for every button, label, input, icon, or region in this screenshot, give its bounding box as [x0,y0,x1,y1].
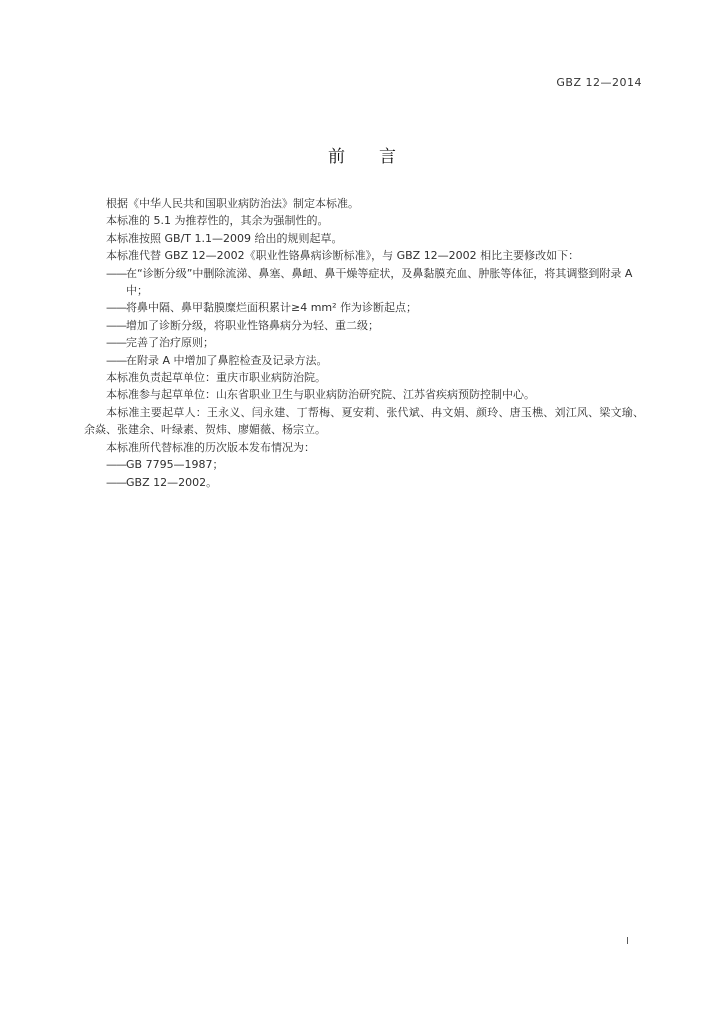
change-text: 在附录 A 中增加了鼻腔检查及记录方法。 [126,353,328,367]
standard-code: GBZ 12—2014 [556,76,642,89]
dash-mark: —— [106,266,126,280]
paragraph-drafting-rules: 本标准按照 GB/T 1.1—2009 给出的规则起草。 [106,231,343,245]
dash-mark: —— [106,475,126,489]
paragraph-version-history: 本标准所代替标准的历次版本发布情况为： [106,440,315,454]
paragraph-lead-drafter: 本标准负责起草单位：重庆市职业病防治院。 [106,371,326,385]
dash-mark: —— [106,318,126,332]
history-item [84,474,644,491]
history-item [84,456,644,473]
paragraph-replacement: 本标准代替 GBZ 12—2002《职业性铬鼻病诊断标准》，与 GBZ 12—2002 相比主要修改如下： [106,249,580,263]
history-text: GB 7795—1987； [126,458,224,472]
paragraph-mandatory-scope: 本标准的 5.1 为推荐性的，其余为强制性的。 [106,214,329,228]
page-title: 前言 [328,147,430,167]
paragraph-main-drafters: 本标准主要起草人：王永义、闫永建、丁帮梅、夏安莉、张代斌、冉文娟、颜玲、唐玉樵、刘江风、梁文瑜、余焱、张建余、叶绿素、贺炜、廖媚薇、杨宗立。 [84,405,644,437]
change-text: 完善了治疗原则； [126,336,214,350]
history-text: GBZ 12—2002。 [126,475,218,489]
change-item [84,265,644,300]
change-text: 将鼻中隔、鼻甲黏膜糜烂面积累计≥4 mm² 作为诊断起点； [126,301,418,315]
dash-mark: —— [106,458,126,472]
change-item [84,334,644,351]
change-text: 增加了诊断分级，将职业性铬鼻病分为轻、重二级； [126,318,379,332]
dash-mark: —— [106,353,126,367]
dash-mark: —— [106,301,126,315]
change-item [84,317,644,334]
change-text: 在“诊断分级”中删除流涕、鼻塞、鼻衄、鼻干燥等症状，及鼻黏膜充血、肿胀等体征，将其调整到附录 A 中； [126,266,633,298]
dash-mark: —— [106,336,126,350]
page-number: I [626,936,629,947]
change-item [84,299,644,316]
change-item [84,352,644,369]
preface-body [84,195,644,491]
paragraph-participating-drafters: 本标准参与起草单位：山东省职业卫生与职业病防治研究院、江苏省疾病预防控制中心。 [106,388,535,402]
paragraph-legal-basis: 根据《中华人民共和国职业病防治法》制定本标准。 [106,197,359,210]
